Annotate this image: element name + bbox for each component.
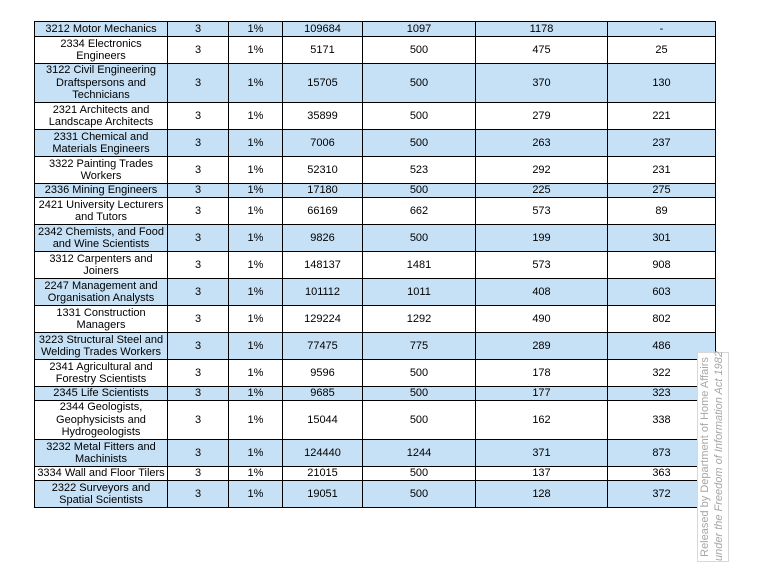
cell: 3 bbox=[168, 360, 229, 387]
cell: 500 bbox=[363, 184, 476, 198]
cell: 15044 bbox=[283, 401, 363, 440]
cell: 177 bbox=[476, 387, 608, 401]
cell: 1% bbox=[229, 22, 283, 37]
cell: 9596 bbox=[283, 360, 363, 387]
cell: 1% bbox=[229, 467, 283, 481]
cell: 1% bbox=[229, 252, 283, 279]
cell: 3 bbox=[168, 103, 229, 130]
cell: 338 bbox=[608, 401, 716, 440]
table-row bbox=[35, 64, 716, 103]
cell: 3 bbox=[168, 440, 229, 467]
cell: 1% bbox=[229, 184, 283, 198]
cell: 1% bbox=[229, 279, 283, 306]
cell: 523 bbox=[363, 157, 476, 184]
occupation-cell: 2336 Mining Engineers bbox=[35, 184, 168, 198]
cell: 3 bbox=[168, 184, 229, 198]
cell: 500 bbox=[363, 360, 476, 387]
cell: 3 bbox=[168, 225, 229, 252]
occupation-cell: 2322 Surveyors and Spatial Scientists bbox=[35, 481, 168, 508]
table-row bbox=[35, 360, 716, 387]
cell: 9685 bbox=[283, 387, 363, 401]
occupation-cell: 2344 Geologists, Geophysicists and Hydrogeologists bbox=[35, 401, 168, 440]
cell: 221 bbox=[608, 103, 716, 130]
table-row bbox=[35, 103, 716, 130]
cell: 573 bbox=[476, 198, 608, 225]
occupation-cell: 2342 Chemists, and Food and Wine Scientists bbox=[35, 225, 168, 252]
table-row bbox=[35, 184, 716, 198]
cell: 370 bbox=[476, 64, 608, 103]
cell: 371 bbox=[476, 440, 608, 467]
cell: 15705 bbox=[283, 64, 363, 103]
cell: 178 bbox=[476, 360, 608, 387]
cell: 1% bbox=[229, 333, 283, 360]
occupation-cell: 2421 University Lecturers and Tutors bbox=[35, 198, 168, 225]
table-row bbox=[35, 333, 716, 360]
table-row bbox=[35, 401, 716, 440]
cell: 263 bbox=[476, 130, 608, 157]
occupation-cell: 2247 Management and Organisation Analysts bbox=[35, 279, 168, 306]
cell: 1% bbox=[229, 440, 283, 467]
cell: 1% bbox=[229, 360, 283, 387]
foi-release-stamp bbox=[697, 352, 729, 562]
cell: 35899 bbox=[283, 103, 363, 130]
cell: 3 bbox=[168, 279, 229, 306]
table-row bbox=[35, 22, 716, 37]
cell: 500 bbox=[363, 387, 476, 401]
table-row bbox=[35, 198, 716, 225]
cell: 1097 bbox=[363, 22, 476, 37]
cell: 662 bbox=[363, 198, 476, 225]
cell: 292 bbox=[476, 157, 608, 184]
occupation-cell: 3322 Painting Trades Workers bbox=[35, 157, 168, 184]
cell: 3 bbox=[168, 64, 229, 103]
cell: 25 bbox=[608, 37, 716, 64]
occupation-cell: 3312 Carpenters and Joiners bbox=[35, 252, 168, 279]
cell: 3 bbox=[168, 401, 229, 440]
cell: 109684 bbox=[283, 22, 363, 37]
cell: 1% bbox=[229, 157, 283, 184]
cell: 372 bbox=[608, 481, 716, 508]
cell: 802 bbox=[608, 306, 716, 333]
cell: 3 bbox=[168, 22, 229, 37]
cell: 1% bbox=[229, 306, 283, 333]
cell: 275 bbox=[608, 184, 716, 198]
cell: 500 bbox=[363, 225, 476, 252]
cell: 1481 bbox=[363, 252, 476, 279]
table-row bbox=[35, 252, 716, 279]
cell: 3 bbox=[168, 198, 229, 225]
table-row bbox=[35, 130, 716, 157]
occupation-cell: 3232 Metal Fitters and Machinists bbox=[35, 440, 168, 467]
cell: 490 bbox=[476, 306, 608, 333]
table-row bbox=[35, 225, 716, 252]
cell: 3 bbox=[168, 306, 229, 333]
cell: 279 bbox=[476, 103, 608, 130]
cell: 1% bbox=[229, 198, 283, 225]
cell: 500 bbox=[363, 401, 476, 440]
cell: 7006 bbox=[283, 130, 363, 157]
cell: 128 bbox=[476, 481, 608, 508]
cell: 1% bbox=[229, 401, 283, 440]
cell: 475 bbox=[476, 37, 608, 64]
cell: 5171 bbox=[283, 37, 363, 64]
cell: 3 bbox=[168, 467, 229, 481]
occupation-cell: 3212 Motor Mechanics bbox=[35, 22, 168, 37]
cell: 124440 bbox=[283, 440, 363, 467]
cell: 486 bbox=[608, 333, 716, 360]
cell: 225 bbox=[476, 184, 608, 198]
cell: 3 bbox=[168, 130, 229, 157]
cell: 1178 bbox=[476, 22, 608, 37]
stamp-line-2: under the Freedom of Information Act 1982 bbox=[713, 351, 725, 561]
cell: 9826 bbox=[283, 225, 363, 252]
cell: 101112 bbox=[283, 279, 363, 306]
occupation-cell: 2334 Electronics Engineers bbox=[35, 37, 168, 64]
cell: 1% bbox=[229, 37, 283, 64]
cell: 1% bbox=[229, 225, 283, 252]
occupation-cell: 1331 Construction Managers bbox=[35, 306, 168, 333]
cell: 237 bbox=[608, 130, 716, 157]
cell: 199 bbox=[476, 225, 608, 252]
occupation-cell: 3334 Wall and Floor Tilers bbox=[35, 467, 168, 481]
cell: 66169 bbox=[283, 198, 363, 225]
cell: 573 bbox=[476, 252, 608, 279]
cell: 17180 bbox=[283, 184, 363, 198]
occupation-cell: 2345 Life Scientists bbox=[35, 387, 168, 401]
cell: 1% bbox=[229, 481, 283, 508]
cell: 301 bbox=[608, 225, 716, 252]
cell: 500 bbox=[363, 103, 476, 130]
cell: 129224 bbox=[283, 306, 363, 333]
table-row bbox=[35, 467, 716, 481]
cell: 1% bbox=[229, 64, 283, 103]
occupation-cell: 2341 Agricultural and Forestry Scientists bbox=[35, 360, 168, 387]
cell: 873 bbox=[608, 440, 716, 467]
cell: 1292 bbox=[363, 306, 476, 333]
cell: 3 bbox=[168, 333, 229, 360]
cell: 52310 bbox=[283, 157, 363, 184]
table-row bbox=[35, 306, 716, 333]
cell: 77475 bbox=[283, 333, 363, 360]
cell: 1% bbox=[229, 130, 283, 157]
occupation-cell: 2321 Architects and Landscape Architects bbox=[35, 103, 168, 130]
occupation-cell: 3223 Structural Steel and Welding Trades Workers bbox=[35, 333, 168, 360]
table-row bbox=[35, 37, 716, 64]
cell: 3 bbox=[168, 387, 229, 401]
cell: 500 bbox=[363, 467, 476, 481]
cell: 500 bbox=[363, 64, 476, 103]
cell: 322 bbox=[608, 360, 716, 387]
cell: 148137 bbox=[283, 252, 363, 279]
cell: 363 bbox=[608, 467, 716, 481]
cell: 19051 bbox=[283, 481, 363, 508]
cell: 231 bbox=[608, 157, 716, 184]
table-row bbox=[35, 440, 716, 467]
occupation-cell: 2331 Chemical and Materials Engineers bbox=[35, 130, 168, 157]
cell: 89 bbox=[608, 198, 716, 225]
cell: 1% bbox=[229, 387, 283, 401]
table-row bbox=[35, 387, 716, 401]
cell: 1244 bbox=[363, 440, 476, 467]
table-row bbox=[35, 481, 716, 508]
cell: 162 bbox=[476, 401, 608, 440]
cell: 500 bbox=[363, 130, 476, 157]
cell: 130 bbox=[608, 64, 716, 103]
cell: 1011 bbox=[363, 279, 476, 306]
table-row bbox=[35, 157, 716, 184]
occupation-cell: 3122 Civil Engineering Draftspersons and Technicians bbox=[35, 64, 168, 103]
cell: 21015 bbox=[283, 467, 363, 481]
cell: 289 bbox=[476, 333, 608, 360]
cell: 603 bbox=[608, 279, 716, 306]
cell: 1% bbox=[229, 103, 283, 130]
cell: 323 bbox=[608, 387, 716, 401]
occupation-table bbox=[34, 21, 716, 508]
cell: 137 bbox=[476, 467, 608, 481]
table-row bbox=[35, 279, 716, 306]
cell: 500 bbox=[363, 37, 476, 64]
stamp-text bbox=[698, 353, 728, 561]
cell: 3 bbox=[168, 157, 229, 184]
cell: 3 bbox=[168, 37, 229, 64]
cell: 500 bbox=[363, 481, 476, 508]
cell: 408 bbox=[476, 279, 608, 306]
cell: 908 bbox=[608, 252, 716, 279]
cell: 3 bbox=[168, 252, 229, 279]
cell: 775 bbox=[363, 333, 476, 360]
cell: - bbox=[608, 22, 716, 37]
cell: 3 bbox=[168, 481, 229, 508]
stamp-line-1: Released by Department of Home Affairs bbox=[699, 357, 711, 557]
